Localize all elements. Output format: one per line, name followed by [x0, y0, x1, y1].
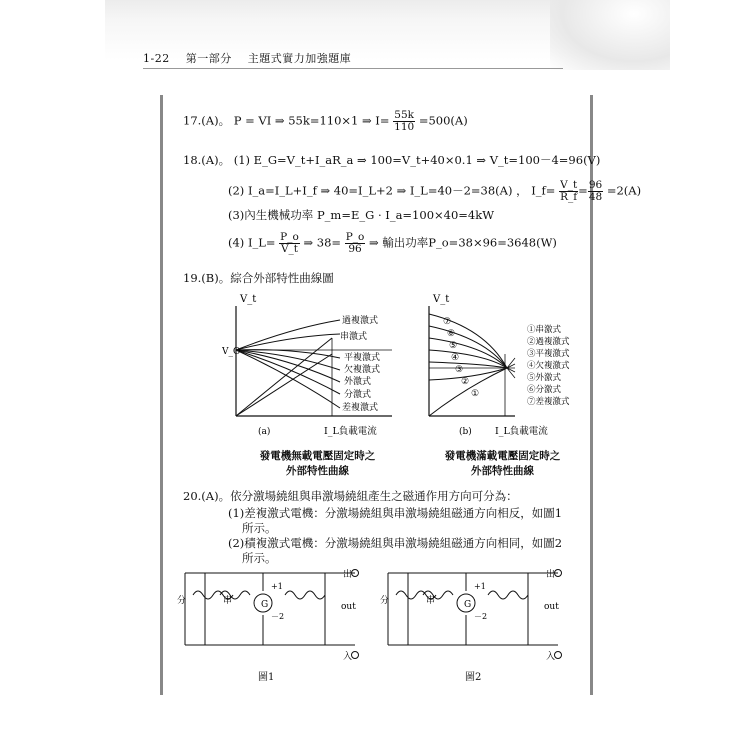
q18-frac-4-num: P_o — [345, 231, 365, 243]
q18-frac-2 — [588, 180, 603, 203]
q18-step-2a: (2) I_a=I_L+I_f ⇒ 40=I_L+2 ⇒ I_L=40－2=38(A) ， I_f= — [228, 183, 556, 198]
fig-a-x-label: I_L負載電流 — [324, 426, 377, 437]
figure-b — [415, 288, 585, 438]
fig-b-c0: ⑦ — [443, 317, 452, 327]
fig-b-legend-0: ①串激式 — [527, 325, 562, 335]
fig-a-curve-0: 過複激式 — [342, 316, 379, 326]
fig-b-legend-4: ⑤外激式 — [527, 373, 562, 383]
fig-b-caption-1: 發電機滿載電壓固定時之 — [444, 450, 561, 462]
q18-frac-3-num: P_o — [280, 231, 299, 243]
fig-a-caption-2: 外部特性曲線 — [286, 465, 349, 477]
q18-line-3 — [228, 207, 494, 223]
q18-step-1: (1) E_G=V_t+I_aR_a ⇒ 100=V_t+40×0.1 ⇒ V_t=100－4=96(V) — [233, 153, 601, 167]
fig-a-sub: (a) — [258, 427, 271, 437]
q18-step-4a: (4) I_L= — [228, 235, 276, 250]
q18-frac-4 — [345, 232, 366, 255]
q17-label: 17.(A)。 — [183, 113, 231, 128]
q17-text-a: P = VI ⇒ 55k=110×1 ⇒ I= — [233, 113, 390, 128]
q18-step-2b: =2(A) — [606, 183, 642, 198]
fig-b-circled-labels — [443, 317, 479, 399]
q17-frac-den: 110 — [394, 121, 415, 134]
fig1-series: 串 — [223, 596, 233, 606]
q17-line — [183, 110, 468, 133]
q18-frac-1 — [559, 180, 578, 203]
fig-b-legend-5: ⑥分激式 — [527, 385, 562, 395]
fig-b-c5: ② — [461, 377, 470, 387]
q20-line-3 — [242, 520, 277, 536]
q20-line-2 — [228, 505, 562, 521]
q18-frac-2-den: 48 — [588, 191, 603, 204]
fig1-gen: G — [261, 600, 269, 610]
part-label: 第一部分 — [185, 52, 232, 65]
fig-a-vo-label: V_O — [222, 347, 241, 357]
q18-step-4b: ⇒ 38= — [303, 235, 342, 250]
fig-b-caption-2: 外部特性曲線 — [471, 465, 534, 477]
fig-b-c3: ④ — [451, 353, 460, 363]
fig2-gen: G — [464, 600, 472, 610]
q18-step-3: (3)內生機械功率 P_m=E_G · I_a=100×40=4kW — [228, 208, 495, 222]
q18-line-2 — [228, 180, 641, 203]
fig2-minus: －2 — [474, 612, 488, 621]
fig-b-sub: (b) — [459, 427, 472, 437]
fig-b-legend-6: ⑦差複激式 — [527, 397, 570, 407]
fig2-out-en: out — [544, 602, 559, 612]
q20-line-1 — [183, 488, 518, 504]
q18-eq: = — [578, 183, 588, 198]
fig-b-c6: ① — [471, 389, 480, 399]
fig2-plus: +1 — [474, 582, 486, 591]
fig-a-curve-6: 差複激式 — [342, 403, 379, 413]
q17-fraction — [393, 110, 415, 133]
q18-frac-4-den: 96 — [348, 243, 362, 256]
q17-frac-num: 55k — [394, 109, 415, 121]
fig-b-y-label: V_t — [433, 294, 450, 305]
fig2-in: 入 — [546, 652, 556, 662]
q20-item-1: (1)差複激式電機：分激場繞組與串激場繞組磁通方向相反，如圖1 — [228, 506, 563, 520]
q18-frac-2-num: 96 — [588, 179, 603, 191]
fig-a-caption — [250, 448, 385, 478]
circuit-figure-2 — [378, 565, 578, 675]
fig-b-legend-1: ②過複激式 — [527, 337, 570, 347]
fig1-out-en: out — [341, 602, 356, 612]
fig-a-curve-1: 串激式 — [340, 332, 368, 342]
fig-a-y-label: V_t — [240, 294, 257, 305]
page-header — [143, 50, 363, 66]
fig1-caption: 圖1 — [258, 672, 275, 683]
fig1-shunt: 分 — [177, 596, 187, 606]
figure-a — [222, 288, 407, 438]
book-title: 主題式實力加強題庫 — [247, 52, 352, 65]
fig-a-curve-labels — [340, 314, 380, 413]
q20-line-5 — [242, 550, 277, 566]
q18-label: 18.(A)。 — [183, 153, 231, 167]
circuit-figure-1 — [175, 565, 375, 675]
q20-item-2b: 所示。 — [242, 551, 277, 565]
fig2-series: 串 — [426, 596, 436, 606]
fig-a-curve-5: 分激式 — [344, 390, 372, 400]
fig-b-caption — [435, 448, 570, 478]
fig2-shunt: 分 — [380, 596, 390, 606]
fig1-in: 入 — [343, 652, 353, 662]
left-margin-rule — [160, 95, 163, 695]
fig-b-legend — [527, 324, 570, 407]
fig-b-x-label: I_L負載電流 — [495, 426, 548, 437]
fig1-minus: －2 — [271, 612, 285, 621]
fig-a-curve-3: 欠複激式 — [344, 365, 381, 375]
fig-a-caption-1: 發電機無載電壓固定時之 — [259, 450, 376, 462]
fig-a-curve-2: 平複激式 — [344, 353, 381, 363]
fig-b-c2: ⑤ — [449, 341, 458, 351]
q19-line — [183, 270, 334, 286]
q18-frac-3 — [279, 232, 300, 255]
q18-frac-1-den: R_f — [560, 191, 578, 204]
q19-label: 19.(B)。綜合外部特性曲線圖 — [183, 271, 334, 285]
q17-text-b: =500(A) — [418, 113, 468, 128]
fig2-caption: 圖2 — [465, 672, 482, 683]
fig2-out: 出 — [546, 570, 556, 580]
fig-b-legend-2: ③平複激式 — [527, 349, 570, 359]
q20-label: 20.(A)。依分激場繞組與串激場繞組產生之磁通作用方向可分為： — [183, 489, 518, 503]
q18-frac-3-den: V_t — [280, 243, 299, 256]
fig1-plus: +1 — [271, 582, 283, 591]
q18-step-4c: ⇒ 輸出功率P_o=38×96=3648(W) — [368, 235, 557, 250]
q20-line-4 — [228, 535, 562, 551]
header-rule — [143, 68, 563, 69]
q18-line-1 — [183, 152, 600, 168]
fig-b-c4: ③ — [455, 365, 464, 375]
q18-line-4 — [228, 232, 557, 255]
q18-frac-1-num: V_t — [560, 179, 578, 191]
fig1-out: 出 — [343, 570, 353, 580]
fig-a-curve-4: 外激式 — [344, 377, 372, 387]
page-gloss — [550, 0, 670, 70]
fig-b-legend-3: ④欠複激式 — [527, 361, 570, 371]
q20-item-2: (2)積複激式電機：分激場繞組與串激場繞組磁通方向相同，如圖2 — [228, 536, 563, 550]
fig-b-c1: ⑥ — [447, 329, 456, 339]
q20-item-1b: 所示。 — [242, 521, 277, 535]
page-number: 1-22 — [143, 52, 170, 65]
